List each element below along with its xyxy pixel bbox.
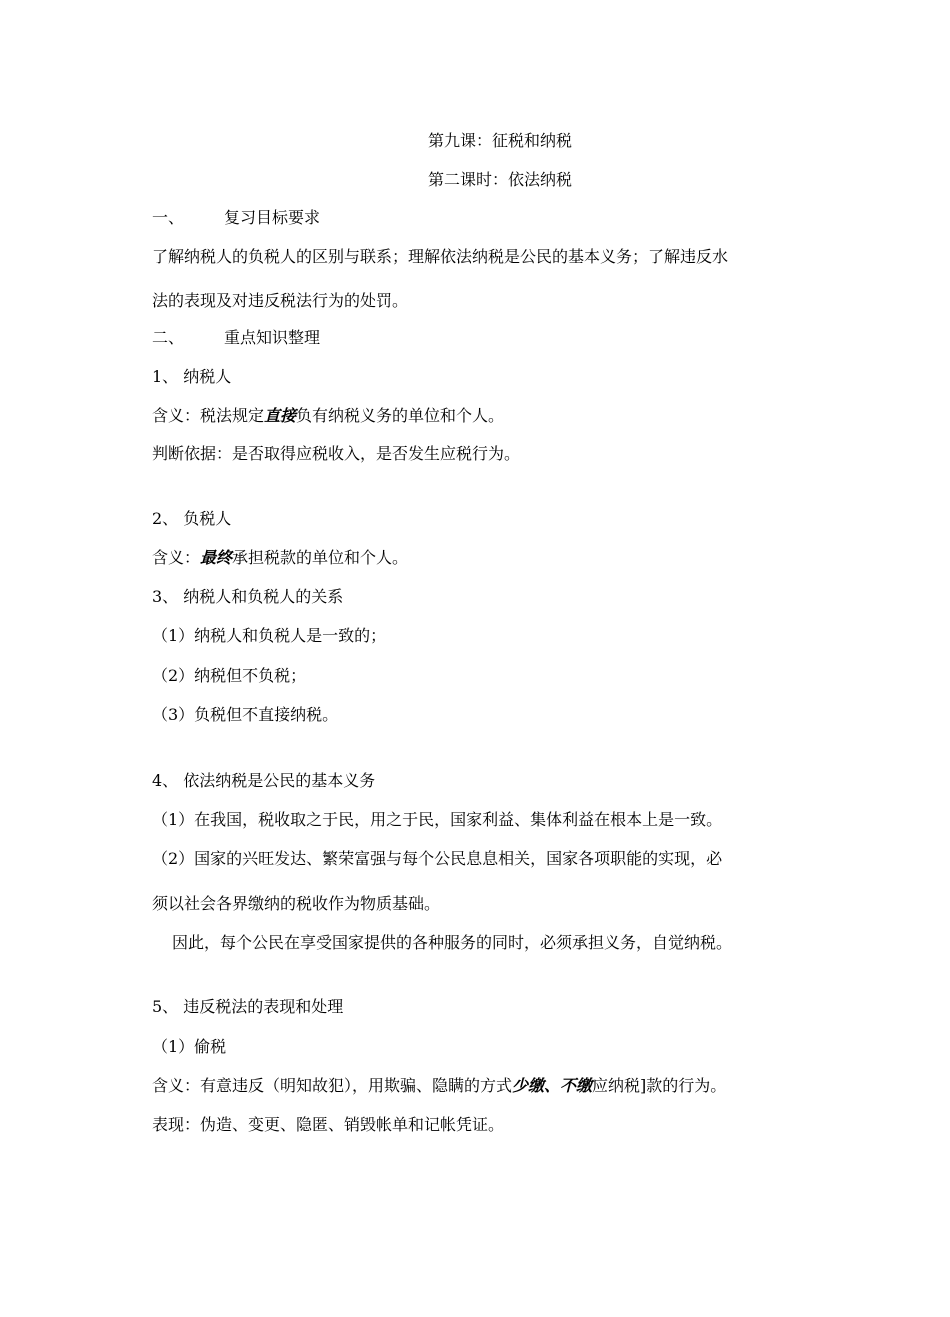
item-heading-2: 2、 负税人 xyxy=(152,509,232,528)
definition-line xyxy=(152,405,504,427)
conclusion-line: 因此，每个公民在享受国家提供的各种服务的同时，必须承担义务，自觉纳税。 xyxy=(172,933,733,952)
emphasis-text: 最终 xyxy=(200,548,233,567)
list-item: （3）负税但不直接纳税。 xyxy=(152,705,339,724)
definition-prefix: 含义：税法规定 xyxy=(152,406,265,425)
definition-line xyxy=(152,547,408,569)
item-heading-5: 5、 违反税法的表现和处理 xyxy=(152,997,344,1016)
list-item: （1）在我国，税收取之于民，用之于民，国家利益、集体利益在根本上是一致。 xyxy=(152,810,723,829)
list-item: （2）纳税但不负税； xyxy=(152,666,307,685)
page-subtitle: 第二课时：依法纳税 xyxy=(427,170,572,189)
section-heading-text: 复习目标要求 xyxy=(224,208,321,227)
item-heading-1: 1、 纳税人 xyxy=(152,367,232,386)
definition-suffix: 承担税款的单位和个人。 xyxy=(232,548,409,567)
list-item: （1）纳税人和负税人是一致的； xyxy=(152,626,387,645)
section-number: 一、 xyxy=(152,208,185,227)
emphasis-text: 少缴、不缴 xyxy=(512,1076,593,1095)
paragraph-line: 须以社会各界缴纳的税收作为物质基础。 xyxy=(152,894,441,913)
paragraph-line: 判断依据：是否取得应税收入，是否发生应税行为。 xyxy=(152,444,521,463)
definition-line xyxy=(152,1075,726,1097)
definition-suffix: 负有纳税义务的单位和个人。 xyxy=(296,406,505,425)
paragraph-line: 了解纳税人的负税人的区别与联系；理解依法纳税是公民的基本义务；了解违反水 xyxy=(152,247,729,266)
page-title: 第九课：征税和纳税 xyxy=(427,131,572,150)
definition-suffix: 应纳税]款的行为。 xyxy=(592,1076,727,1095)
paragraph-line: 表现：伪造、变更、隐匿、销毁帐单和记帐凭证。 xyxy=(152,1115,505,1134)
emphasis-text: 直接 xyxy=(264,406,297,425)
item-heading-4: 4、 依法纳税是公民的基本义务 xyxy=(152,771,376,790)
item-heading-3: 3、 纳税人和负税人的关系 xyxy=(152,587,344,606)
section-heading-1 xyxy=(152,207,320,229)
definition-prefix: 含义： xyxy=(152,548,201,567)
section-number: 二、 xyxy=(152,328,185,347)
section-heading-text: 重点知识整理 xyxy=(224,328,321,347)
subheading: （1）偷税 xyxy=(152,1037,227,1056)
section-heading-2 xyxy=(152,327,320,349)
definition-prefix: 含义：有意违反（明知故犯），用欺骗、隐瞒的方式 xyxy=(152,1076,513,1095)
paragraph-line: 法的表现及对违反税法行为的处罚。 xyxy=(152,291,409,310)
list-item: （2）国家的兴旺发达、繁荣富强与每个公民息息相关，国家各项职能的实现，必 xyxy=(152,849,723,868)
